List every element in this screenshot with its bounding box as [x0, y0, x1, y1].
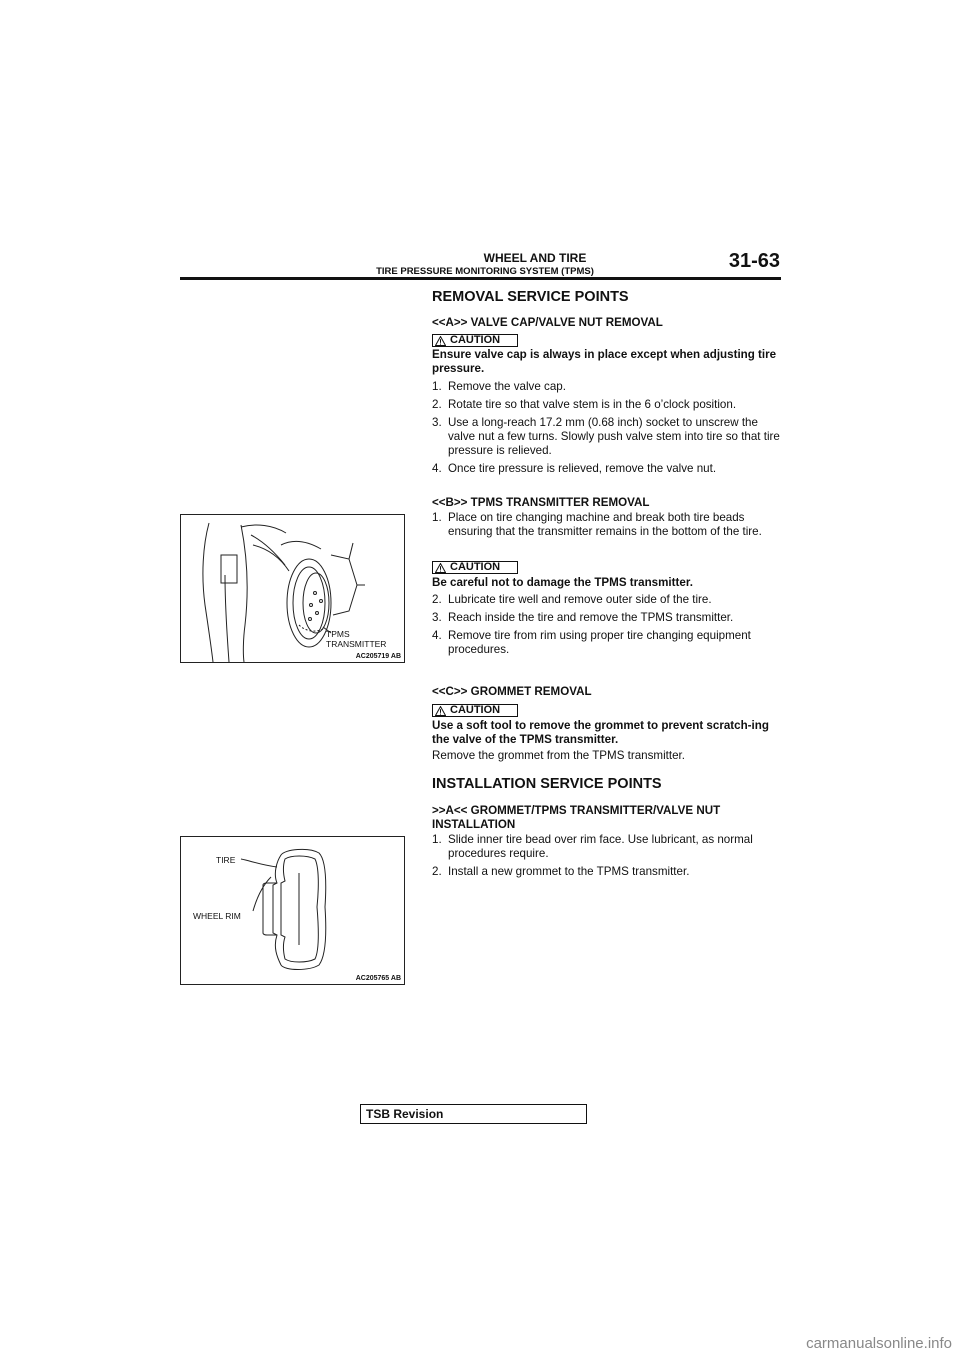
caution-text: Ensure valve cap is always in place except when adjusting tire pressure. [432, 348, 777, 375]
list-item: 2. Rotate tire so that valve stem is in the 6 o’clock position. [432, 398, 737, 411]
warning-triangle-icon [435, 563, 446, 573]
section-title: WHEEL AND TIRE [483, 251, 587, 265]
caution-box [432, 334, 518, 347]
step-list [432, 511, 780, 539]
caution-box [432, 561, 518, 574]
caution-box [432, 704, 518, 717]
valve-removal-heading: <<A>> VALVE CAP/VALVE NUT REMOVAL [432, 316, 663, 329]
warning-triangle-icon [435, 706, 446, 716]
warning-triangle-icon [435, 336, 446, 346]
figure-tpms-removal [180, 514, 405, 663]
removal-title: REMOVAL SERVICE POINTS [432, 289, 629, 305]
grommet-removal-text: Remove the grommet from the TPMS transmitter. [432, 749, 685, 762]
list-item: 4. Remove tire from rim using proper tire changing equipment procedures. [432, 629, 751, 656]
page-number: 31-63 [728, 250, 780, 272]
list-item: 4. Once tire pressure is relieved, remove the valve nut. [432, 462, 717, 475]
list-item: 2. Lubricate tire well and remove outer side of the tire. [432, 593, 712, 606]
figure-code: AC205765 AB [355, 975, 401, 982]
figure-code: AC205719 AB [355, 653, 401, 660]
tire-label: TIRE [216, 855, 236, 865]
caution-text: Be careful not to damage the TPMS transmitter. [432, 576, 693, 589]
caution-text: Use a soft tool to remove the grommet to prevent scratch-ing the valve of the TPMS transmitter. [432, 719, 769, 746]
subsection-title: TIRE PRESSURE MONITORING SYSTEM (TPMS) [376, 266, 594, 277]
installation-heading: >>A<< GROMMET/TPMS TRANSMITTER/VALVE NUT INSTALLATION [432, 804, 721, 831]
step-list [432, 833, 780, 879]
tpms-label: TPMS TRANSMITTER [326, 629, 387, 649]
tsb-revision-label: TSB Revision [366, 1107, 444, 1121]
figure-tire-rim [180, 836, 405, 985]
caution-label: CAUTION [450, 334, 501, 346]
list-item: 1. Slide inner tire bead over rim face. Use lubricant, as normal procedures require. [432, 833, 753, 860]
installation-title: INSTALLATION SERVICE POINTS [432, 776, 662, 792]
transmitter-removal-heading: <<B>> TPMS TRANSMITTER REMOVAL [432, 496, 650, 509]
step-list [432, 593, 780, 657]
caution-label: CAUTION [450, 704, 501, 716]
list-item: 1. Remove the valve cap. [432, 380, 566, 393]
list-item: 2. Install a new grommet to the TPMS transmitter. [432, 865, 690, 878]
list-item: 1. Place on tire changing machine and break both tire beads ensuring that the transmitter remains in the bottom of the tire. [432, 511, 762, 538]
step-list [432, 380, 780, 476]
caution-label: CAUTION [450, 561, 501, 573]
watermark: carmanualsonline.info [806, 1335, 952, 1352]
list-item: 3. Reach inside the tire and remove the TPMS transmitter. [432, 611, 734, 624]
header-rule [180, 277, 781, 280]
wheel-rim-label: WHEEL RIM [193, 911, 241, 921]
grommet-removal-heading: <<C>> GROMMET REMOVAL [432, 685, 592, 698]
list-item: 3. Use a long-reach 17.2 mm (0.68 inch) socket to unscrew the valve nut a few turns. Slowly push valve stem into tire so that tire pressure is relieved. [432, 416, 780, 457]
